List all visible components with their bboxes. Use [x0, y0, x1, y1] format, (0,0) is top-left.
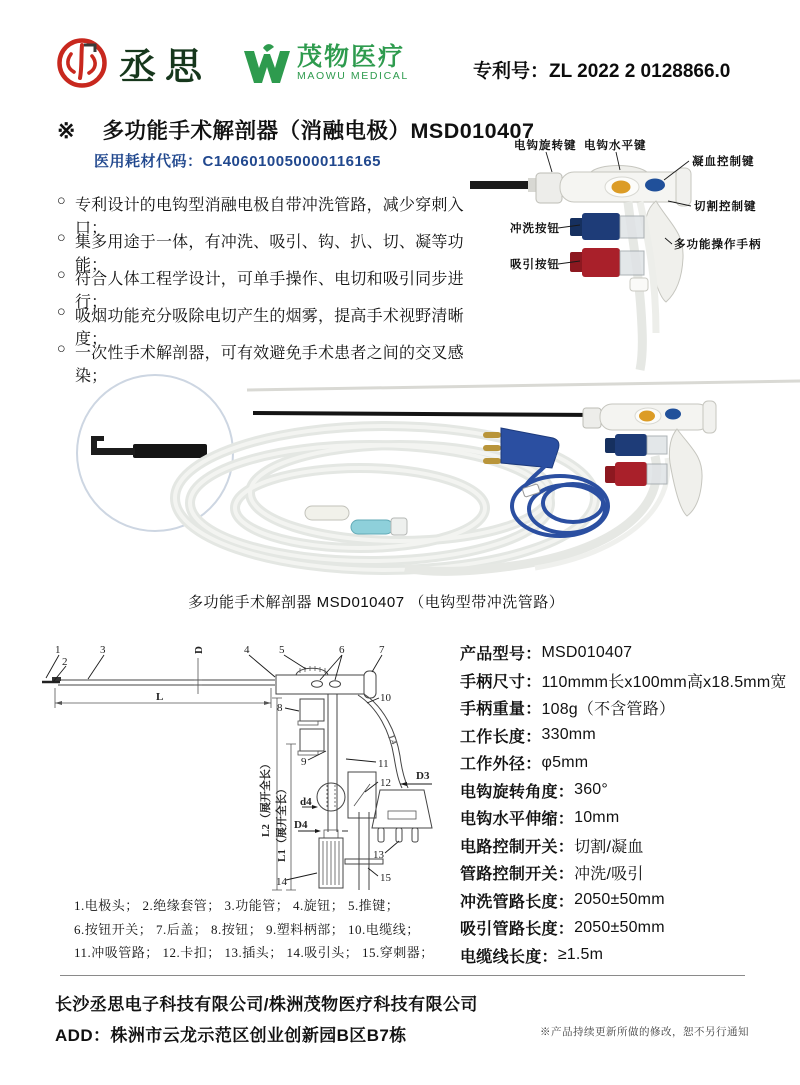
dim-L4: L4 — [386, 733, 400, 747]
spec-value: 108g（不含管路） — [541, 701, 676, 719]
dim-d4: d4 — [300, 796, 312, 808]
tube-connector-blue — [351, 520, 393, 534]
dim-D4: D4 — [294, 819, 308, 831]
part-num-11: 11 — [378, 758, 389, 770]
spec-label: 冲洗管路长度： — [460, 893, 575, 911]
spec-label: 电钩水平伸缩： — [460, 811, 575, 829]
maowu-w-icon — [243, 42, 291, 84]
page-title — [57, 114, 534, 145]
brand-chengsi-text: 丞思 — [119, 47, 211, 88]
title-text: 多功能手术解剖器（消融电极）MSD010407 — [102, 119, 535, 143]
cut-button-yellow — [612, 181, 631, 194]
spec-label: 管路控制开关： — [460, 866, 575, 884]
table-row — [460, 667, 800, 695]
feature-text: 符合人体工程学设计，可单手操作、电切和吸引同步进行； — [74, 271, 464, 311]
handle-annotated-figure — [470, 128, 800, 373]
spec-value: MSD010407 — [541, 643, 633, 661]
label-hook-rotate: 电钩旋转键 — [514, 140, 577, 152]
code-label: 医用耗材代码： — [94, 153, 203, 170]
part-num-6: 6 — [339, 644, 345, 656]
consumable-code — [94, 150, 381, 171]
patent-label: 专利号： — [473, 61, 550, 82]
electrode-rod — [253, 413, 600, 415]
parts-line-2: 6.按钮开关； 7.后盖； 8.按钮； 9.塑料柄部； 10.电缆线； — [74, 921, 420, 937]
part-num-8: 8 — [277, 702, 283, 714]
table-row — [460, 694, 800, 722]
table-row — [460, 777, 800, 805]
dim-D: D — [193, 646, 205, 654]
part-num-3: 3 — [100, 644, 106, 656]
spec-table — [460, 639, 800, 969]
feature-text: 吸烟功能充分吸除电切产生的烟雾，提高手术视野清晰度； — [74, 308, 464, 348]
spec-label: 电缆线长度： — [460, 948, 558, 966]
spec-value: 2050±50mm — [574, 891, 665, 909]
part-num-15: 15 — [380, 872, 391, 884]
technical-diagram — [28, 632, 452, 894]
part-num-14: 14 — [276, 876, 287, 888]
product-photo — [55, 368, 800, 583]
spec-value: φ5mm — [541, 753, 589, 771]
update-note: ※产品持续更新所做的修改，恕不另行通知 — [540, 1027, 749, 1038]
table-row — [460, 832, 800, 860]
irrigation-connector — [582, 213, 620, 240]
label-multifunction-grip: 多功能操作手柄 — [674, 239, 762, 251]
table-row — [460, 859, 800, 887]
table-row — [460, 887, 800, 915]
table-row — [460, 804, 800, 832]
spec-value: 切割/凝血 — [574, 838, 644, 856]
company-name: 长沙丞思电子科技有限公司/株洲茂物医疗科技有限公司 — [55, 995, 478, 1014]
patent-value: ZL 2022 2 0128866.0 — [549, 61, 731, 82]
bullet-circle-icon: ○ — [57, 341, 66, 357]
spec-value: 2050±50mm — [574, 918, 665, 936]
bullet-circle-icon: ○ — [57, 267, 66, 283]
bullet-circle-icon: ○ — [57, 193, 66, 209]
dim-L: L — [156, 691, 164, 703]
table-row — [460, 914, 800, 942]
parts-line-3: 11.冲吸管路； 12.卡扣； 13.插头； 14.吸引头； 15.穿刺器； — [74, 945, 434, 960]
list-item — [55, 229, 473, 274]
brand-maowu-en: MAOWU MEDICAL — [297, 70, 409, 82]
rotation-nut — [536, 173, 562, 203]
part-num-1: 1 — [55, 644, 61, 656]
part-num-10: 10 — [380, 692, 391, 704]
part-num-13: 13 — [373, 849, 384, 861]
suction-connector — [582, 248, 620, 277]
title-marker: ※ — [57, 118, 76, 143]
part-num-12: 12 — [380, 777, 391, 789]
label-suction-button: 吸引按钮 — [510, 259, 560, 271]
code-value: C1406010050000116165 — [202, 153, 382, 170]
footer-divider — [60, 975, 745, 976]
bullet-circle-icon: ○ — [57, 304, 66, 320]
patent-number — [473, 56, 730, 83]
brand-logos — [55, 36, 409, 90]
list-item — [55, 192, 473, 237]
coag-button-blue — [645, 179, 665, 192]
feature-text: 一次性手术解剖器，可有效避免手术患者之间的交叉感染； — [74, 345, 464, 385]
company-address: ADD：株洲市云龙示范区创业创新园B区B7栋 — [55, 1026, 407, 1045]
table-row — [460, 722, 800, 750]
brand-maowu-cn: 茂物医疗 — [297, 43, 406, 71]
label-irrigation-button: 冲洗按钮 — [510, 223, 560, 235]
part-num-7: 7 — [379, 644, 385, 656]
spec-label: 手柄重量： — [460, 701, 542, 719]
tube-connector-white — [305, 506, 349, 520]
spec-label: 电路控制开关： — [460, 838, 575, 856]
spec-label: 电钩旋转角度： — [460, 783, 575, 801]
feature-text: 专利设计的电钩型消融电极自带冲洗管路，减少穿刺入口； — [74, 197, 464, 237]
insulation-rod — [247, 381, 800, 390]
feature-list — [55, 192, 473, 385]
dim-L2: L2（展开全长） — [260, 758, 272, 837]
photo-caption: 多功能手术解剖器 MSD010407 （电钩型带冲洗管路） — [188, 594, 565, 611]
table-row — [460, 942, 800, 970]
part-num-5: 5 — [279, 644, 285, 656]
part-num-2: 2 — [62, 656, 68, 668]
label-coag-key: 凝血控制键 — [692, 156, 755, 168]
spec-value: 110mmm长x100mm高x18.5mm宽 — [541, 673, 787, 691]
part-num-9: 9 — [301, 756, 307, 768]
label-hook-horizontal: 电钩水平键 — [584, 140, 647, 152]
spec-value: ≥1.5m — [557, 946, 604, 964]
spec-label: 工作外径： — [460, 756, 542, 774]
list-item — [55, 266, 473, 311]
feature-text: 集多用途于一体，有冲洗、吸引、钩、扒、切、凝等功能； — [74, 234, 464, 274]
list-item — [55, 303, 473, 348]
spec-value: 冲洗/吸引 — [574, 866, 644, 884]
bullet-circle-icon: ○ — [57, 230, 66, 246]
spec-label: 产品型号： — [460, 646, 542, 664]
spec-label: 手柄尺寸： — [460, 673, 542, 691]
table-row — [460, 639, 800, 667]
table-row — [460, 749, 800, 777]
spec-value: 360° — [574, 781, 609, 799]
part-num-4: 4 — [244, 644, 250, 656]
parts-line-1: 1.电极头； 2.绝缘套管； 3.功能管； 4.旋钮； 5.推键； — [74, 898, 400, 913]
chengsi-seal-icon — [55, 36, 109, 90]
electrode-shaft — [470, 181, 532, 189]
label-cut-key: 切割控制键 — [694, 201, 757, 213]
spec-value: 10mm — [574, 808, 620, 826]
parts-list — [74, 894, 434, 965]
spec-label: 工作长度： — [460, 728, 542, 746]
dim-D3: D3 — [416, 770, 430, 782]
dim-L1: L1（展开全长） — [276, 783, 288, 862]
spec-label: 吸引管路长度： — [460, 921, 575, 939]
spec-value: 330mm — [541, 726, 596, 744]
